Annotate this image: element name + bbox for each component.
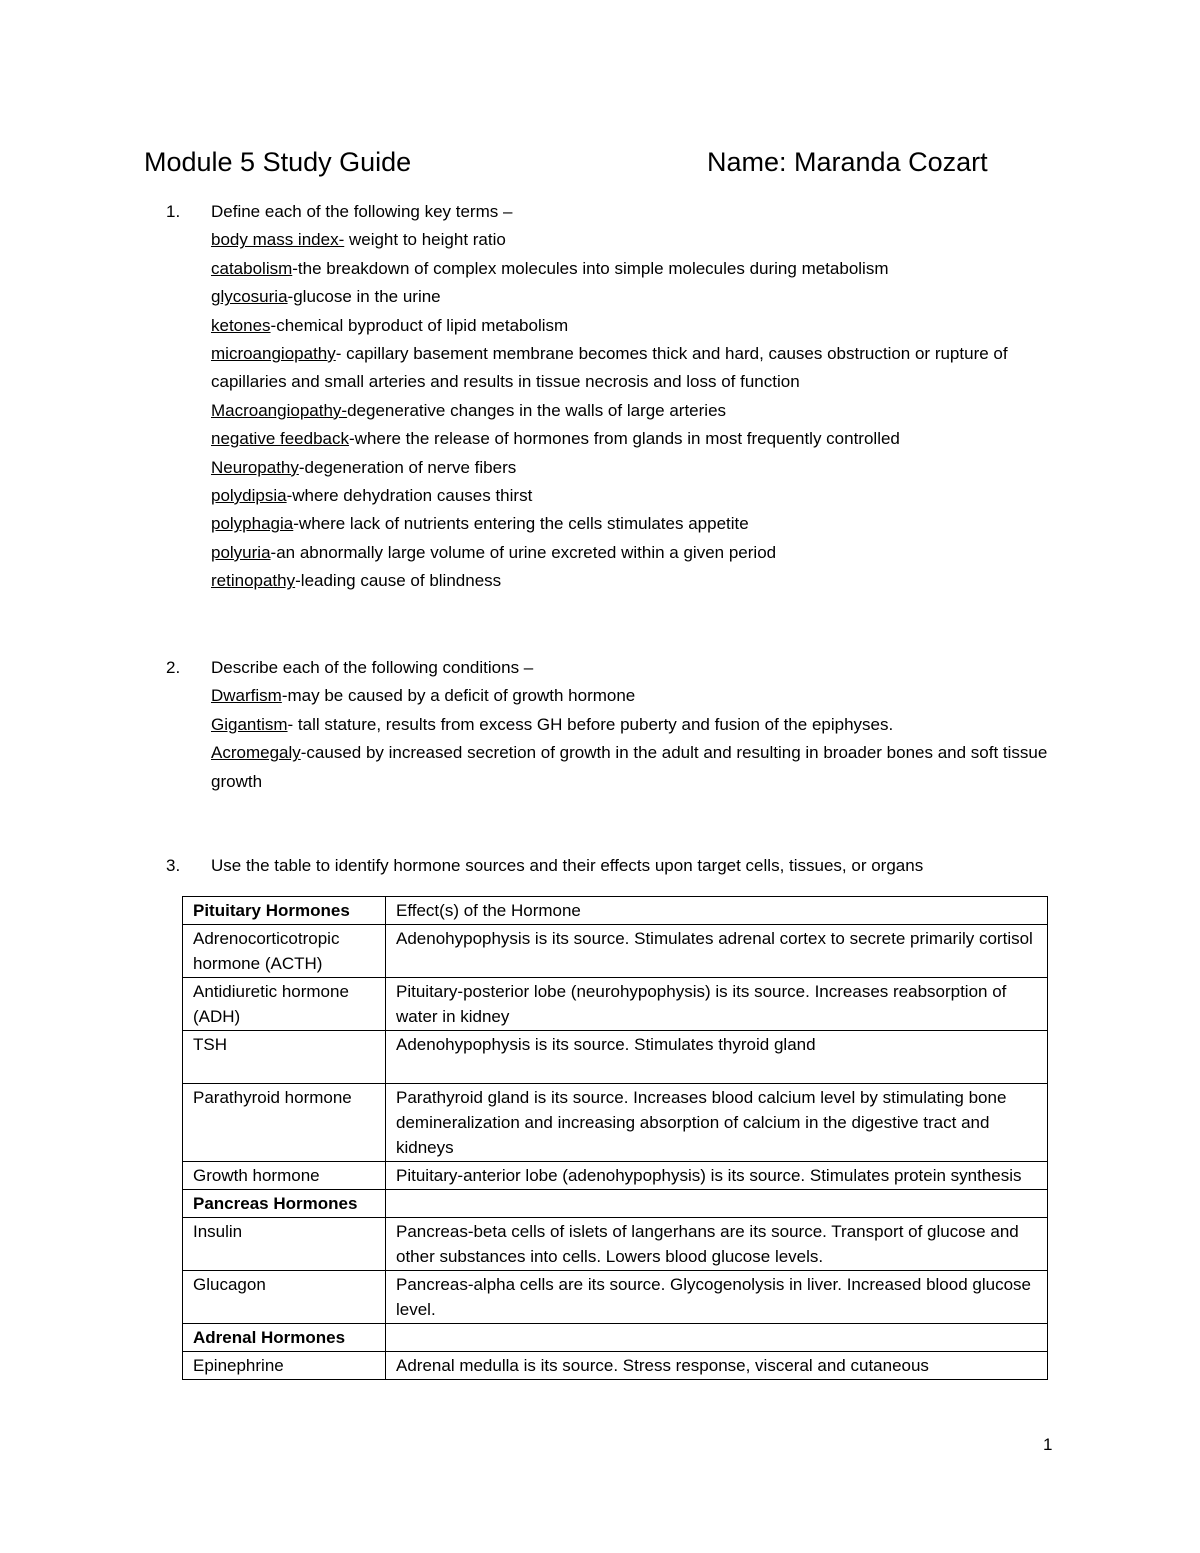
table-header-cell: Pituitary Hormones bbox=[183, 897, 386, 925]
term: glycosuria bbox=[211, 287, 288, 307]
term: negative feedback bbox=[211, 429, 349, 449]
definition: -chemical byproduct of lipid metabolism bbox=[270, 315, 569, 335]
hormone-name: Parathyroid hormone bbox=[183, 1084, 386, 1162]
hormone-effect: Pancreas-alpha cells are its source. Glycogenolysis in liver. Increased blood glucose level. bbox=[386, 1271, 1048, 1324]
definition: -the breakdown of complex molecules into simple molecules during metabolism bbox=[292, 258, 889, 278]
definition: - capillary basement membrane becomes thick and hard, causes obstruction or rupture of capillaries and small arteries and results in tissue necrosis and loss of function bbox=[211, 344, 1008, 392]
term: catabolism bbox=[211, 258, 293, 278]
table-header-cell: Effect(s) of the Hormone bbox=[386, 897, 1048, 925]
question-number: 3. bbox=[166, 856, 181, 875]
hormone-effect: Adenohypophysis is its source. Stimulates thyroid gland bbox=[386, 1031, 1048, 1084]
empty-cell bbox=[386, 1324, 1048, 1352]
hormone-name: Glucagon bbox=[183, 1271, 386, 1324]
term-row bbox=[211, 226, 1071, 254]
condition-row bbox=[211, 682, 1071, 710]
term: polyuria bbox=[211, 542, 271, 562]
hormone-effect: Adrenal medulla is its source. Stress response, visceral and cutaneous bbox=[386, 1352, 1048, 1380]
document-header bbox=[144, 144, 1004, 184]
table-row bbox=[183, 1084, 1048, 1162]
question-prompt: Use the table to identify hormone sources and their effects upon target cells, tissues, or organs bbox=[211, 856, 924, 875]
term-row bbox=[211, 567, 1071, 595]
definition: -glucose in the urine bbox=[287, 287, 441, 307]
hormone-name: Growth hormone bbox=[183, 1162, 386, 1190]
term: retinopathy bbox=[211, 571, 296, 591]
table-section-row bbox=[183, 1324, 1048, 1352]
definition: weight to height ratio bbox=[344, 230, 506, 250]
term-row bbox=[211, 425, 1071, 453]
definition: -leading cause of blindness bbox=[295, 571, 502, 591]
condition-term: Gigantism bbox=[211, 714, 288, 734]
term-row bbox=[211, 255, 1071, 283]
table-header-row bbox=[183, 897, 1048, 925]
question-prompt: Define each of the following key terms – bbox=[211, 202, 513, 221]
definition: -an abnormally large volume of urine excreted within a given period bbox=[270, 542, 777, 562]
term-row bbox=[211, 397, 1071, 425]
hormone-name: TSH bbox=[183, 1031, 386, 1084]
hormone-effect: Parathyroid gland is its source. Increases blood calcium level by stimulating bone demineralization and increasing absorption of calcium in the digestive tract and kidneys bbox=[386, 1084, 1048, 1162]
student-name: Name: Maranda Cozart bbox=[707, 147, 988, 177]
term: polydipsia bbox=[211, 486, 287, 506]
condition-description: -caused by increased secretion of growth in the adult and resulting in broader bones and soft tissue growth bbox=[211, 743, 1048, 791]
term: polyphagia bbox=[211, 514, 294, 534]
term: ketones bbox=[211, 315, 271, 335]
document-title: Module 5 Study Guide bbox=[144, 147, 412, 177]
term: body mass index- bbox=[211, 230, 345, 250]
definition: -where lack of nutrients entering the cells stimulates appetite bbox=[293, 514, 749, 534]
condition-term: Dwarfism bbox=[211, 686, 282, 706]
hormone-effect: Pituitary-posterior lobe (neurohypophysis) is its source. Increases reabsorption of water in kidney bbox=[386, 978, 1048, 1031]
condition-row bbox=[211, 739, 1061, 796]
term-row bbox=[211, 482, 1071, 510]
table-row bbox=[183, 925, 1048, 978]
hormone-name: Epinephrine bbox=[183, 1352, 386, 1380]
term-row bbox=[211, 283, 1071, 311]
hormone-effect: Adenohypophysis is its source. Stimulates adrenal cortex to secrete primarily cortisol bbox=[386, 925, 1048, 978]
empty-cell bbox=[386, 1190, 1048, 1218]
table-row bbox=[183, 1271, 1048, 1324]
term: microangiopathy bbox=[211, 344, 336, 364]
term-row bbox=[211, 539, 1071, 567]
table-section-row bbox=[183, 1190, 1048, 1218]
definition: -where the release of hormones from glands in most frequently controlled bbox=[349, 429, 900, 449]
page-number: 1 bbox=[1043, 1435, 1053, 1454]
definition: -degeneration of nerve fibers bbox=[298, 457, 517, 477]
hormone-effect: Pancreas-beta cells of islets of langerhans are its source. Transport of glucose and other substances into cells. Lowers blood glucose levels. bbox=[386, 1218, 1048, 1271]
term-row bbox=[211, 312, 1071, 340]
definition: -where dehydration causes thirst bbox=[286, 486, 533, 506]
hormone-name: Adrenocorticotropic hormone (ACTH) bbox=[183, 925, 386, 978]
condition-description: -may be caused by a deficit of growth hormone bbox=[281, 686, 636, 706]
term: Neuropathy bbox=[211, 457, 299, 477]
section-header-cell: Pancreas Hormones bbox=[183, 1190, 386, 1218]
condition-term: Acromegaly bbox=[211, 743, 301, 763]
table-row bbox=[183, 1352, 1048, 1380]
condition-description: - tall stature, results from excess GH before puberty and fusion of the epiphyses. bbox=[287, 714, 894, 734]
hormone-effect: Pituitary-anterior lobe (adenohypophysis) is its source. Stimulates protein synthesis bbox=[386, 1162, 1048, 1190]
table-row bbox=[183, 1031, 1048, 1084]
term-row bbox=[211, 340, 1061, 397]
section-header-cell: Adrenal Hormones bbox=[183, 1324, 386, 1352]
question-number: 2. bbox=[166, 658, 181, 677]
hormone-name: Antidiuretic hormone (ADH) bbox=[183, 978, 386, 1031]
question-prompt: Describe each of the following conditions – bbox=[211, 658, 534, 677]
hormone-name: Insulin bbox=[183, 1218, 386, 1271]
definition: degenerative changes in the walls of large arteries bbox=[347, 400, 727, 420]
table-row bbox=[183, 978, 1048, 1031]
term-row bbox=[211, 454, 1071, 482]
condition-row bbox=[211, 711, 1071, 739]
term-row bbox=[211, 510, 1071, 538]
question-number: 1. bbox=[166, 202, 181, 221]
table-row bbox=[183, 1162, 1048, 1190]
hormone-table bbox=[182, 896, 1048, 1380]
term: Macroangiopathy- bbox=[211, 400, 348, 420]
table-row bbox=[183, 1218, 1048, 1271]
